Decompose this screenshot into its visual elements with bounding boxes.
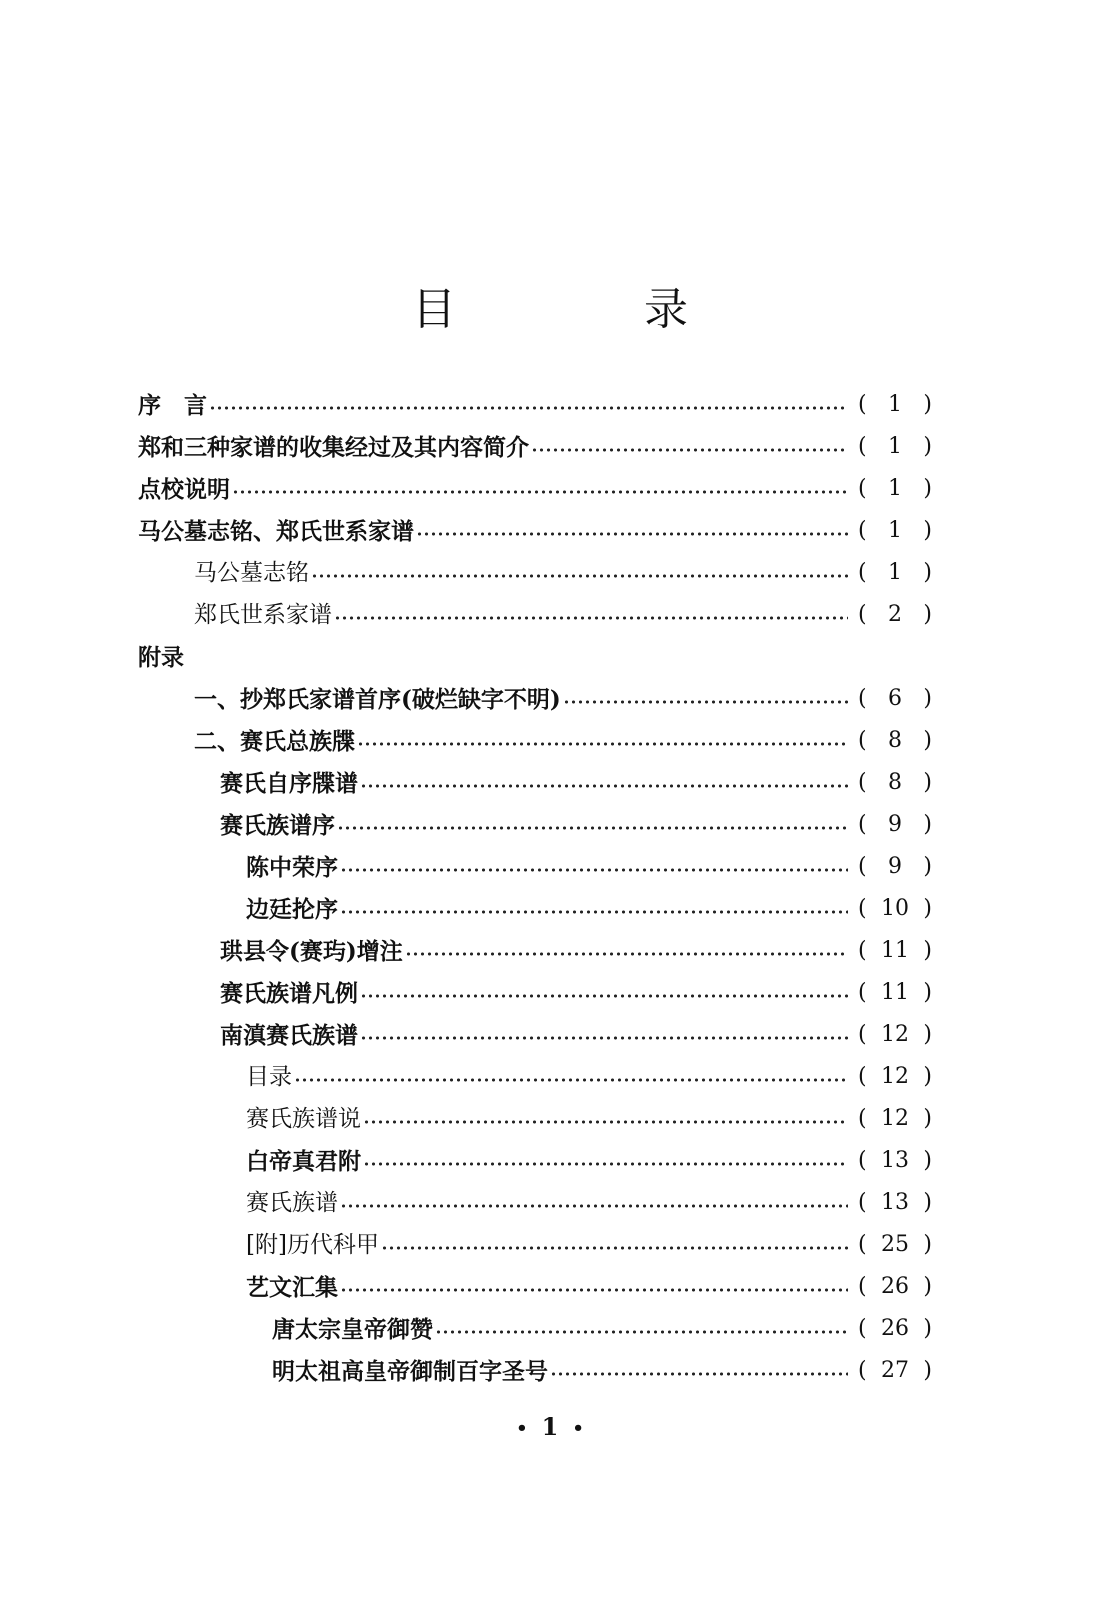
toc-entry-title: 南滇赛氏族谱 — [220, 1021, 358, 1049]
toc-entry-page — [858, 772, 932, 794]
toc-entry — [138, 384, 932, 426]
paren-open: ( — [858, 1106, 867, 1131]
paren-close: ) — [923, 1358, 932, 1383]
paren-close: ) — [923, 434, 932, 459]
dot-leader — [232, 490, 848, 494]
paren-close: ) — [923, 1106, 932, 1131]
page-number: 12 — [881, 1064, 909, 1089]
dot-leader — [563, 700, 848, 704]
toc-entry-title: 马公墓志铭、郑氏世系家谱 — [138, 517, 414, 545]
toc-entry-title: 附录 — [138, 643, 184, 671]
paren-close: ) — [923, 518, 932, 543]
paren-close: ) — [923, 812, 932, 837]
paren-open: ( — [858, 1316, 867, 1341]
dot-leader — [337, 826, 848, 830]
toc-entry-title: 二、赛氏总族牒 — [194, 727, 355, 755]
dot-leader — [311, 574, 848, 578]
toc-entry-page — [858, 1024, 932, 1046]
paren-close: ) — [923, 392, 932, 417]
page-number: 1 — [888, 518, 902, 543]
page-number: 26 — [881, 1274, 909, 1299]
toc-entry-title: 目录 — [246, 1063, 292, 1090]
toc-entry — [138, 1140, 932, 1182]
toc-entry — [138, 1014, 932, 1056]
dot-leader — [360, 784, 848, 788]
paren-close: ) — [923, 1274, 932, 1299]
toc-entry — [138, 552, 932, 594]
toc-entry — [138, 510, 932, 552]
page-number: 1 — [888, 560, 902, 585]
paren-open: ( — [858, 686, 867, 711]
paren-open: ( — [858, 560, 867, 585]
dot-leader — [531, 448, 848, 452]
paren-open: ( — [858, 1064, 867, 1089]
toc-entry-title: 陈中荣序 — [246, 853, 338, 881]
toc-entry — [138, 594, 932, 636]
toc-entry-page — [858, 1150, 932, 1172]
toc-entry — [138, 1056, 932, 1098]
paren-close: ) — [923, 1316, 932, 1341]
paren-close: ) — [923, 686, 932, 711]
toc-entry-page — [858, 436, 932, 458]
dot-leader — [360, 994, 848, 998]
dot-leader — [435, 1330, 848, 1334]
dot-leader — [340, 1204, 848, 1208]
dot-leader — [209, 406, 848, 410]
page-number: 13 — [881, 1148, 909, 1173]
toc-entry — [138, 1224, 932, 1266]
paren-open: ( — [858, 854, 867, 879]
toc-entry-title: 白帝真君附 — [246, 1147, 361, 1175]
toc-entry-page — [858, 604, 932, 626]
page-number: 1 — [888, 476, 902, 501]
paren-open: ( — [858, 728, 867, 753]
dot-leader — [363, 1162, 848, 1166]
paren-open: ( — [858, 1148, 867, 1173]
page-number: 11 — [881, 980, 909, 1005]
toc-entry — [138, 720, 932, 762]
toc-entry — [138, 804, 932, 846]
toc-entry-title: 序 言 — [138, 391, 207, 419]
toc-entry-page — [858, 940, 932, 962]
paren-close: ) — [923, 896, 932, 921]
dot-leader — [381, 1246, 848, 1250]
dot-leader — [294, 1078, 848, 1082]
toc-entry-title: 马公墓志铭 — [194, 559, 309, 586]
toc-entry-page — [858, 898, 932, 920]
toc-entry-page — [858, 1360, 932, 1382]
paren-open: ( — [858, 770, 867, 795]
dot-leader — [550, 1372, 848, 1376]
paren-open: ( — [858, 1274, 867, 1299]
paren-open: ( — [858, 980, 867, 1005]
page-number: 26 — [881, 1316, 909, 1341]
toc-entry — [138, 1308, 932, 1350]
toc-entry-title: 一、抄郑氏家谱首序(破烂缺字不明) — [194, 685, 561, 713]
dot-leader — [357, 742, 848, 746]
toc-entry-title: 郑和三种家谱的收集经过及其内容简介 — [138, 433, 529, 461]
toc-entry-page — [858, 394, 932, 416]
toc-entry-title: 赛氏族谱说 — [246, 1105, 361, 1132]
paren-open: ( — [858, 1232, 867, 1257]
page-number: 10 — [881, 896, 909, 921]
toc-entry-page — [858, 730, 932, 752]
paren-close: ) — [923, 1064, 932, 1089]
toc-entry-title: 赛氏族谱 — [246, 1189, 338, 1216]
toc-entry-title: 赛氏自序牒谱 — [220, 769, 358, 797]
toc-entry — [138, 1182, 932, 1224]
dot-leader — [334, 616, 848, 620]
page-title: 目 录 — [412, 284, 760, 335]
paren-open: ( — [858, 812, 867, 837]
paren-close: ) — [923, 1232, 932, 1257]
page-number: 1 — [888, 392, 902, 417]
paren-open: ( — [858, 896, 867, 921]
toc-entry-page — [858, 814, 932, 836]
page-number: 13 — [881, 1190, 909, 1215]
toc-entry-page — [858, 1192, 932, 1214]
toc-entry-title: 明太祖高皇帝御制百字圣号 — [272, 1357, 548, 1385]
paren-close: ) — [923, 770, 932, 795]
paren-open: ( — [858, 392, 867, 417]
toc-entry-title: 点校说明 — [138, 475, 230, 503]
paren-open: ( — [858, 476, 867, 501]
toc-entry-title: 边廷抡序 — [246, 895, 338, 923]
toc-entry-page — [858, 562, 932, 584]
paren-open: ( — [858, 434, 867, 459]
page-number: 1 — [888, 434, 902, 459]
paren-close: ) — [923, 476, 932, 501]
paren-close: ) — [923, 1022, 932, 1047]
toc-entry-title: 珙县令(赛玙)增注 — [220, 937, 403, 965]
paren-close: ) — [923, 980, 932, 1005]
page-number: 12 — [881, 1022, 909, 1047]
paren-close: ) — [923, 1148, 932, 1173]
toc-entry-page — [858, 1276, 932, 1298]
paren-close: ) — [923, 560, 932, 585]
paren-close: ) — [923, 938, 932, 963]
dot-leader — [405, 952, 848, 956]
page-number: 8 — [888, 770, 902, 795]
page-number: 9 — [888, 812, 902, 837]
page-number: 11 — [881, 938, 909, 963]
toc-entry-page — [858, 1066, 932, 1088]
toc-entry-page — [858, 982, 932, 1004]
paren-open: ( — [858, 1190, 867, 1215]
dot-leader — [340, 868, 848, 872]
page-number: 2 — [888, 602, 902, 627]
page-number: 9 — [888, 854, 902, 879]
page-number: 25 — [881, 1232, 909, 1257]
toc-entry-page — [858, 688, 932, 710]
paren-close: ) — [923, 602, 932, 627]
page-number: 8 — [888, 728, 902, 753]
toc-entry — [138, 1266, 932, 1308]
dot-leader — [363, 1120, 848, 1124]
paren-close: ) — [923, 854, 932, 879]
paren-open: ( — [858, 518, 867, 543]
dot-leader — [340, 1288, 848, 1292]
toc-entry-title: 唐太宗皇帝御赞 — [272, 1315, 433, 1343]
toc-entry-title: 郑氏世系家谱 — [194, 601, 332, 628]
paren-close: ) — [923, 728, 932, 753]
toc-entry-title: 赛氏族谱凡例 — [220, 979, 358, 1007]
paren-open: ( — [858, 938, 867, 963]
paren-open: ( — [858, 1022, 867, 1047]
toc-entry-title: [附]历代科甲 — [246, 1231, 379, 1258]
table-of-contents — [138, 384, 932, 1392]
toc-entry — [138, 468, 932, 510]
footer-dot-left: • — [516, 1418, 528, 1439]
toc-entry-title: 艺文汇集 — [246, 1273, 338, 1301]
footer-dot-right: • — [572, 1418, 584, 1439]
page-number: 12 — [881, 1106, 909, 1131]
footer-page-number: 1 — [541, 1412, 559, 1441]
toc-entry-page — [858, 478, 932, 500]
page-footer — [0, 1412, 1100, 1441]
toc-section-heading — [138, 636, 932, 678]
toc-entry — [138, 846, 932, 888]
paren-close: ) — [923, 1190, 932, 1215]
dot-leader — [360, 1036, 848, 1040]
toc-entry-title: 赛氏族谱序 — [220, 811, 335, 839]
toc-entry-page — [858, 520, 932, 542]
dot-leader — [340, 910, 848, 914]
toc-entry — [138, 888, 932, 930]
toc-entry — [138, 972, 932, 1014]
toc-entry-page — [858, 1234, 932, 1256]
toc-entry-page — [858, 1318, 932, 1340]
toc-entry — [138, 1098, 932, 1140]
toc-entry — [138, 930, 932, 972]
toc-entry — [138, 1350, 932, 1392]
toc-entry-page — [858, 856, 932, 878]
page-number: 6 — [888, 686, 902, 711]
toc-entry — [138, 678, 932, 720]
toc-entry — [138, 762, 932, 804]
toc-entry-page — [858, 1108, 932, 1130]
dot-leader — [416, 532, 848, 536]
page-number: 27 — [881, 1358, 909, 1383]
paren-open: ( — [858, 602, 867, 627]
paren-open: ( — [858, 1358, 867, 1383]
toc-entry — [138, 426, 932, 468]
